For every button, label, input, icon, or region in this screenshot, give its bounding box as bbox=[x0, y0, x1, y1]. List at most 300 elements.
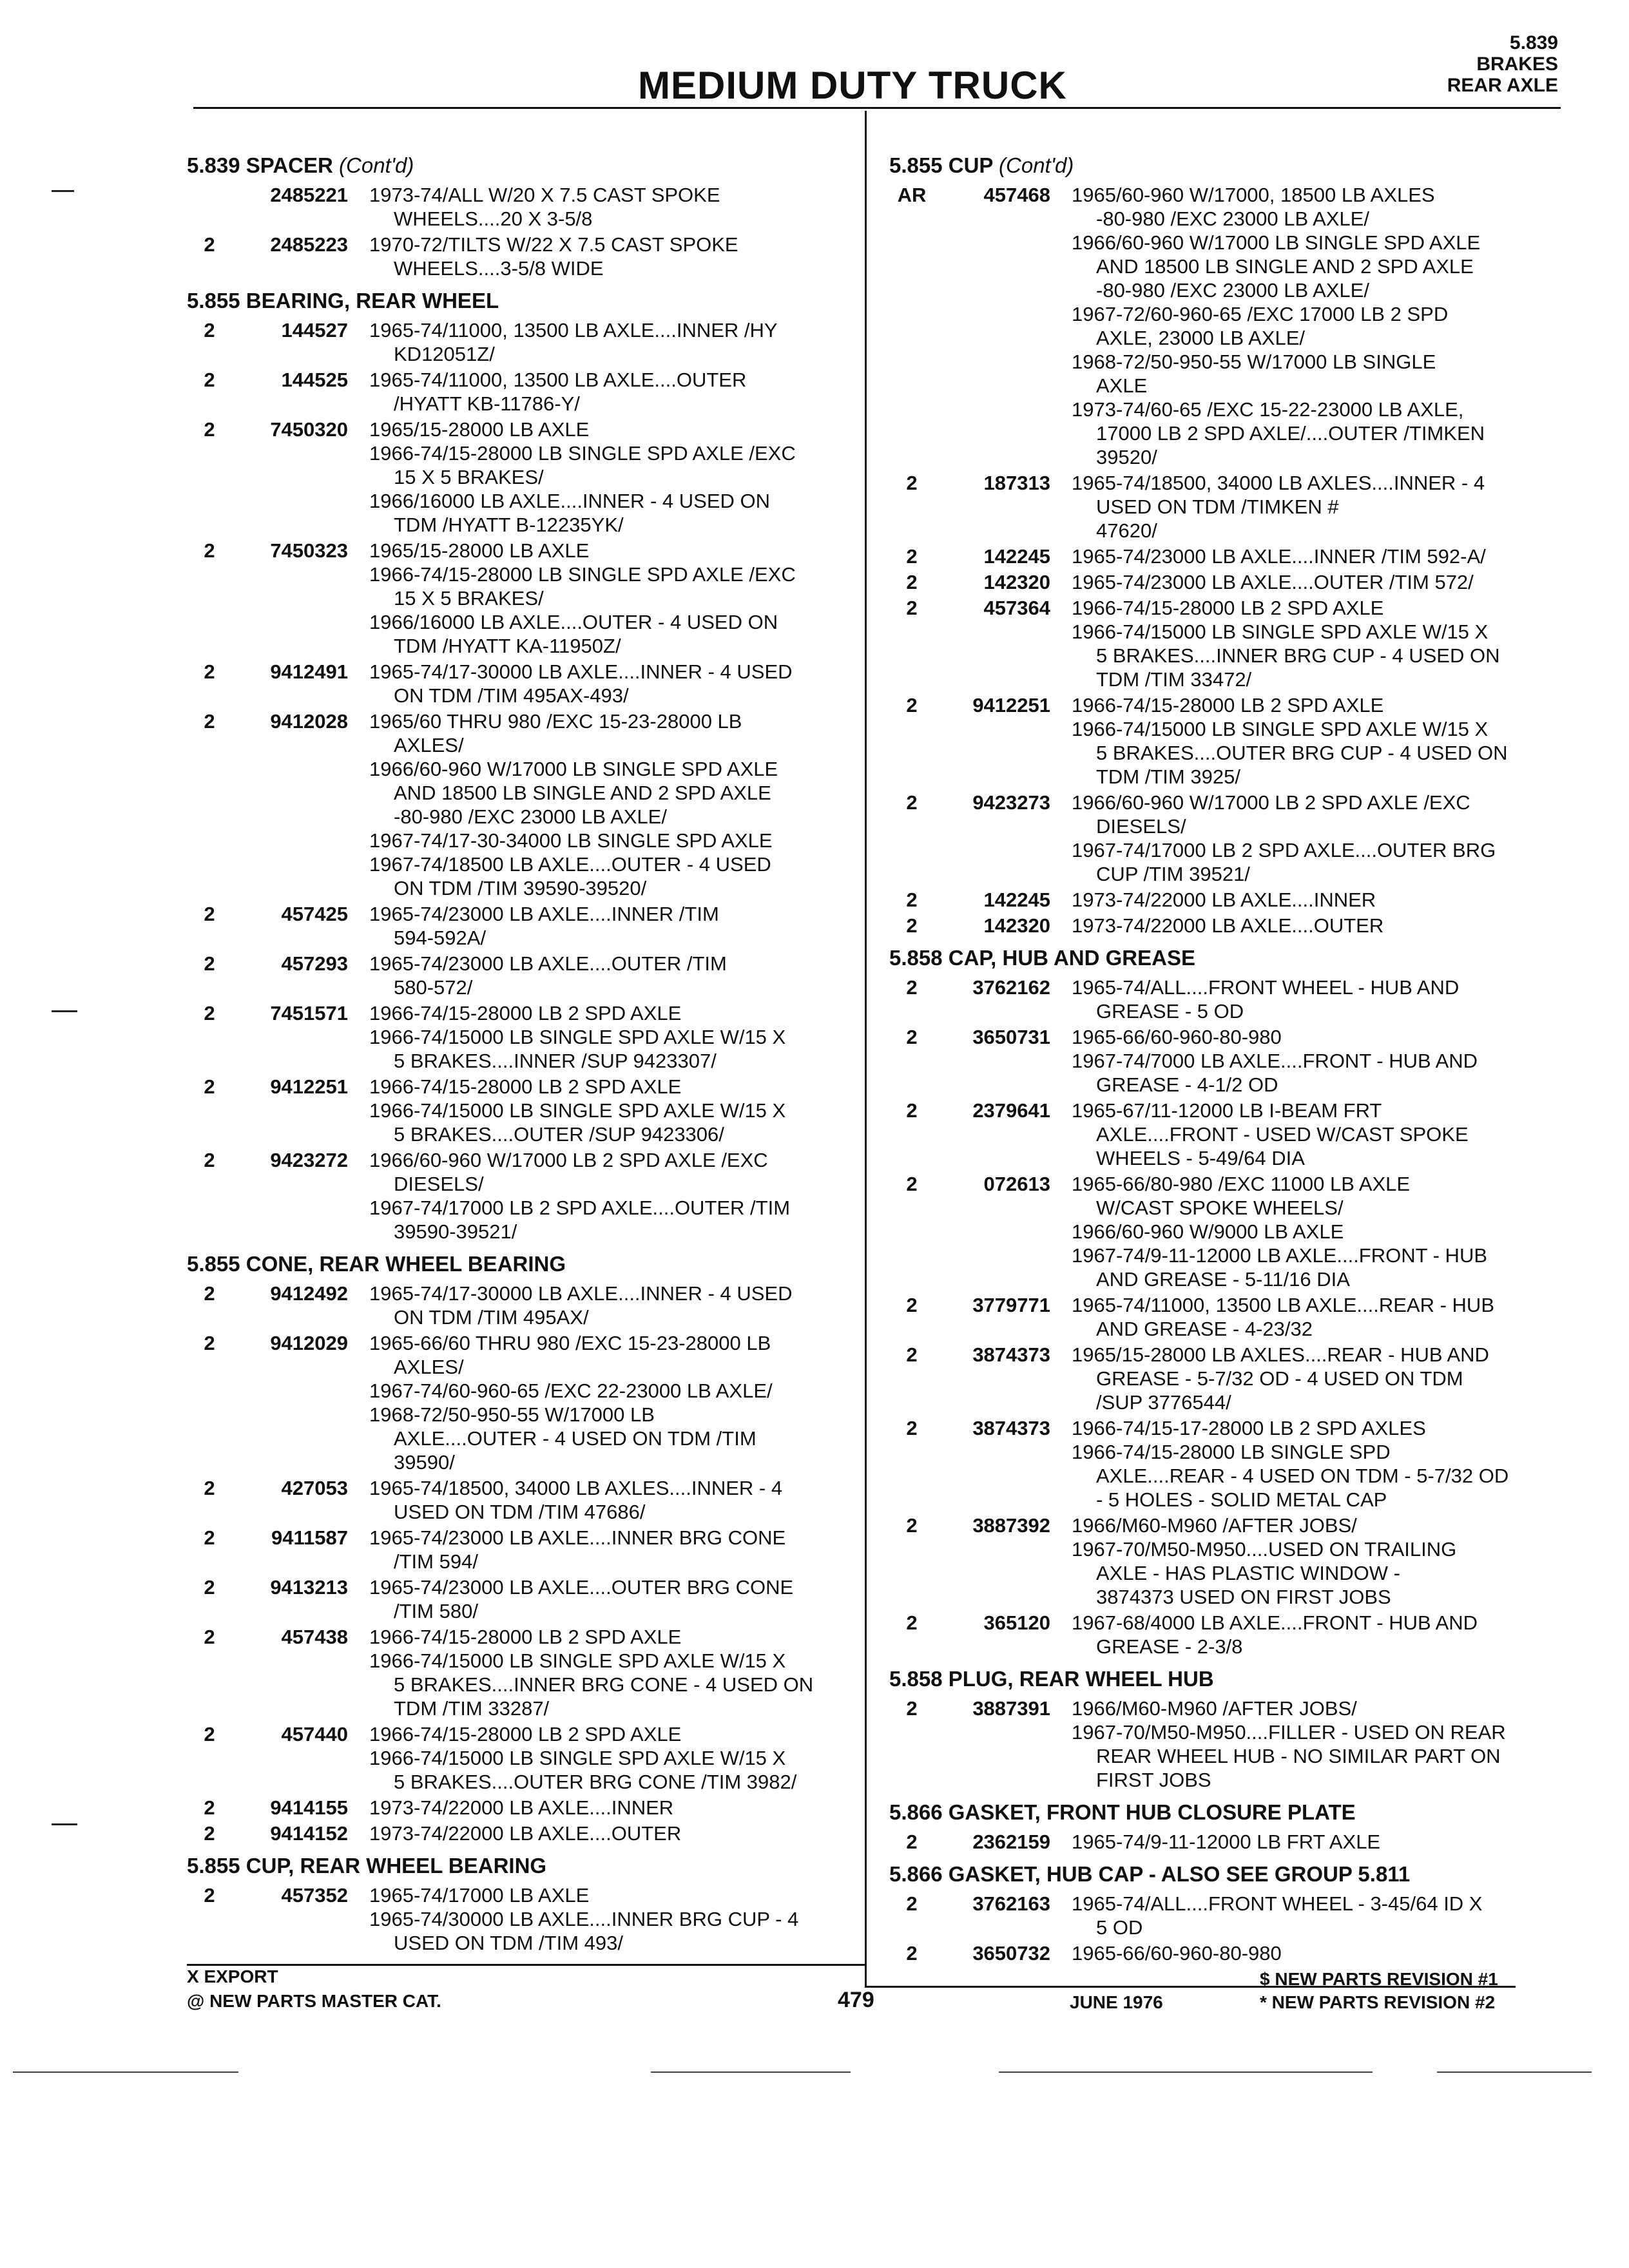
part-description bbox=[369, 952, 846, 999]
description-line: 1973-74/ALL W/20 X 7.5 CAST SPOKE bbox=[369, 184, 720, 206]
part-description bbox=[1072, 1514, 1548, 1609]
quantity: 2 bbox=[204, 1332, 215, 1354]
part-number: 457468 bbox=[983, 184, 1050, 206]
description-line: 1966-74/15-28000 LB 2 SPD AXLE bbox=[369, 1002, 682, 1024]
quantity: 2 bbox=[906, 1697, 918, 1720]
section-name: CUP bbox=[948, 153, 993, 177]
description-line: 1965-74/11000, 13500 LB AXLE....REAR - HUB bbox=[1072, 1294, 1494, 1316]
part-number: 365120 bbox=[983, 1611, 1050, 1634]
part-description bbox=[1072, 975, 1548, 1023]
quantity: 2 bbox=[906, 472, 918, 494]
quantity: 2 bbox=[204, 1796, 215, 1819]
part-entry bbox=[889, 1941, 1534, 1965]
quantity: 2 bbox=[204, 1723, 215, 1745]
part-entry bbox=[187, 660, 831, 707]
part-description bbox=[1072, 570, 1548, 594]
description-line: 1966-74/15000 LB SINGLE SPD AXLE W/15 X bbox=[369, 1026, 786, 1048]
part-description bbox=[369, 1476, 846, 1524]
part-number: 9411587 bbox=[271, 1526, 348, 1549]
part-number: 9423272 bbox=[270, 1149, 348, 1171]
section-code: 5.866 bbox=[889, 1800, 943, 1824]
description-line: 1973-74/22000 LB AXLE....INNER bbox=[1072, 889, 1376, 911]
part-description bbox=[1072, 1343, 1548, 1414]
part-description bbox=[1072, 471, 1548, 543]
quantity: 2 bbox=[906, 1099, 918, 1122]
part-description bbox=[369, 902, 846, 950]
description-line: 1965-74/11000, 13500 LB AXLE....OUTER bbox=[369, 369, 747, 391]
quantity: 2 bbox=[906, 1417, 918, 1439]
quantity: 2 bbox=[204, 233, 215, 256]
section-heading bbox=[889, 153, 1534, 178]
description-line: 1965-74/11000, 13500 LB AXLE....INNER /HY bbox=[369, 319, 778, 341]
part-number: 3887392 bbox=[972, 1514, 1050, 1537]
part-description bbox=[1072, 544, 1548, 568]
section-heading bbox=[889, 1800, 1534, 1825]
description-line: 1965-74/23000 LB AXLE....INNER /TIM 592-A/ bbox=[1072, 545, 1486, 568]
description-line: 15 X 5 BRAKES/ bbox=[394, 587, 544, 610]
quantity: 2 bbox=[204, 1884, 215, 1907]
description-line: 1965-74/23000 LB AXLE....INNER BRG CONE bbox=[369, 1526, 786, 1549]
description-line: ON TDM /TIM 39590-39520/ bbox=[394, 877, 647, 899]
part-number: 9412491 bbox=[270, 660, 348, 683]
section-number: 5.839 bbox=[1509, 32, 1558, 53]
section-code: 5.855 bbox=[889, 153, 943, 177]
description-line: 5 BRAKES....INNER BRG CUP - 4 USED ON bbox=[1096, 644, 1500, 667]
margin-mark bbox=[52, 1823, 77, 1825]
quantity: 2 bbox=[906, 597, 918, 619]
section-name: PLUG, REAR WHEEL HUB bbox=[948, 1667, 1214, 1691]
description-line: 1966-74/15-17-28000 LB 2 SPD AXLES bbox=[1072, 1417, 1426, 1439]
quantity: 2 bbox=[906, 1831, 918, 1853]
description-line: 1965-66/80-980 /EXC 11000 LB AXLE bbox=[1072, 1173, 1411, 1195]
part-number: 3650731 bbox=[972, 1026, 1050, 1048]
part-number: 3650732 bbox=[972, 1942, 1050, 1965]
description-line: 5 BRAKES....INNER /SUP 9423307/ bbox=[394, 1050, 717, 1072]
description-line: 1967-74/17000 LB 2 SPD AXLE....OUTER BRG bbox=[1072, 839, 1496, 861]
part-description bbox=[1072, 791, 1548, 886]
part-entry bbox=[889, 1416, 1534, 1512]
description-line: ON TDM /TIM 495AX-493/ bbox=[394, 684, 629, 707]
description-line: 1966/M60-M960 /AFTER JOBS/ bbox=[1072, 1514, 1357, 1537]
description-line: 1967-74/17000 LB 2 SPD AXLE....OUTER /TIM bbox=[369, 1196, 791, 1219]
description-line: 1966-74/15000 LB SINGLE SPD AXLE W/15 X bbox=[369, 1649, 786, 1672]
quantity: 2 bbox=[204, 903, 215, 925]
part-entry bbox=[187, 1722, 831, 1794]
description-line: WHEELS - 5-49/64 DIA bbox=[1096, 1147, 1305, 1169]
part-entry bbox=[187, 1331, 831, 1474]
quantity: 2 bbox=[204, 1822, 215, 1845]
quantity: 2 bbox=[906, 1173, 918, 1195]
description-line: 1968-72/50-950-55 W/17000 LB bbox=[369, 1403, 655, 1426]
part-entry bbox=[187, 1883, 831, 1955]
part-number: 142245 bbox=[983, 545, 1050, 568]
part-entry bbox=[187, 318, 831, 366]
part-entry bbox=[889, 471, 1534, 543]
section-code: 5.858 bbox=[889, 946, 943, 970]
scan-artifact-line bbox=[999, 2071, 1373, 2073]
description-line: 1965-66/60-960-80-980 bbox=[1072, 1942, 1282, 1965]
quantity: 2 bbox=[906, 1892, 918, 1915]
part-number: 2485223 bbox=[270, 233, 348, 256]
part-entry bbox=[187, 1821, 831, 1845]
part-description bbox=[369, 1722, 846, 1794]
part-number: 9412251 bbox=[270, 1075, 348, 1098]
description-line: 5 OD bbox=[1096, 1916, 1143, 1939]
description-line: /SUP 3776544/ bbox=[1096, 1391, 1231, 1414]
description-line: 17000 LB 2 SPD AXLE/....OUTER /TIMKEN bbox=[1096, 422, 1485, 445]
part-description bbox=[369, 660, 846, 707]
part-number: 9412492 bbox=[270, 1282, 348, 1305]
description-line: USED ON TDM /TIMKEN # bbox=[1096, 495, 1339, 518]
part-entry bbox=[187, 1001, 831, 1073]
description-line: 1965/15-28000 LB AXLE bbox=[369, 539, 590, 562]
description-line: 1965-74/17000 LB AXLE bbox=[369, 1884, 590, 1907]
part-description bbox=[369, 1625, 846, 1720]
left-column bbox=[187, 145, 831, 1957]
quantity: 2 bbox=[906, 694, 918, 716]
quantity: 2 bbox=[204, 660, 215, 683]
description-line: 1966-74/15-28000 LB 2 SPD AXLE bbox=[1072, 597, 1384, 619]
description-line: KD12051Z/ bbox=[394, 343, 495, 365]
quantity: 2 bbox=[204, 418, 215, 441]
description-line: DIESELS/ bbox=[394, 1173, 484, 1195]
quantity: 2 bbox=[906, 1343, 918, 1366]
part-entry bbox=[889, 183, 1534, 469]
quantity: 2 bbox=[906, 571, 918, 593]
part-number: 457364 bbox=[983, 597, 1050, 619]
part-description bbox=[1072, 1172, 1548, 1291]
description-line: 1973-74/22000 LB AXLE....OUTER bbox=[369, 1822, 682, 1845]
part-entry bbox=[889, 791, 1534, 886]
header-rule bbox=[193, 107, 1561, 109]
description-line: 1967-72/60-960-65 /EXC 17000 LB 2 SPD bbox=[1072, 303, 1449, 325]
column-divider bbox=[865, 111, 867, 1988]
description-line: 1966/M60-M960 /AFTER JOBS/ bbox=[1072, 1697, 1357, 1720]
part-number: 2379641 bbox=[972, 1099, 1050, 1122]
description-line: 3874373 USED ON FIRST JOBS bbox=[1096, 1586, 1391, 1608]
part-number: 457440 bbox=[281, 1723, 348, 1745]
quantity: 2 bbox=[906, 889, 918, 911]
part-description bbox=[1072, 1025, 1548, 1097]
description-line: - 5 HOLES - SOLID METAL CAP bbox=[1096, 1488, 1387, 1511]
quantity: 2 bbox=[906, 1026, 918, 1048]
part-description bbox=[1072, 914, 1548, 937]
description-line: CUP /TIM 39521/ bbox=[1096, 863, 1250, 885]
section-name: CUP, REAR WHEEL BEARING bbox=[246, 1854, 547, 1878]
part-entry bbox=[889, 1892, 1534, 1939]
quantity: 2 bbox=[906, 545, 918, 568]
part-description bbox=[1072, 596, 1548, 691]
quantity: 2 bbox=[204, 1149, 215, 1171]
description-line: 1965/15-28000 LB AXLE bbox=[369, 418, 590, 441]
part-entry bbox=[187, 368, 831, 416]
scan-artifact-line bbox=[651, 2071, 851, 2073]
quantity: 2 bbox=[204, 319, 215, 341]
description-line: 1965/60 THRU 980 /EXC 15-23-28000 LB bbox=[369, 710, 742, 733]
part-description bbox=[369, 1148, 846, 1244]
quantity: 2 bbox=[906, 1942, 918, 1965]
part-number: 9412028 bbox=[270, 710, 348, 733]
section-name: CAP, HUB AND GREASE bbox=[948, 946, 1195, 970]
description-line: WHEELS....3-5/8 WIDE bbox=[394, 257, 604, 280]
section-heading bbox=[889, 1862, 1534, 1887]
section-name: GASKET, FRONT HUB CLOSURE PLATE bbox=[948, 1800, 1356, 1824]
description-line: 1973-74/22000 LB AXLE....OUTER bbox=[1072, 914, 1384, 937]
quantity: 2 bbox=[204, 539, 215, 562]
section-code: 5.855 bbox=[187, 289, 240, 312]
description-line: TDM /TIM 3925/ bbox=[1096, 765, 1240, 788]
description-line: 15 X 5 BRAKES/ bbox=[394, 466, 544, 488]
page-number: 479 bbox=[838, 1988, 874, 2012]
revision-note-1: $ NEW PARTS REVISION #1 bbox=[1260, 1969, 1498, 1989]
part-description bbox=[369, 1075, 846, 1146]
part-number: 144527 bbox=[281, 319, 348, 341]
part-description bbox=[1072, 693, 1548, 789]
description-line: 1967-70/M50-M950....FILLER - USED ON REAR bbox=[1072, 1721, 1506, 1744]
part-number: 457352 bbox=[281, 1884, 348, 1907]
description-line: 1965-74/23000 LB AXLE....INNER /TIM bbox=[369, 903, 719, 925]
part-entry bbox=[889, 596, 1534, 691]
quantity: 2 bbox=[204, 1282, 215, 1305]
section-code: 5.858 bbox=[889, 1667, 943, 1691]
description-line: 5 BRAKES....OUTER BRG CUP - 4 USED ON bbox=[1096, 742, 1508, 764]
description-line: AXLES/ bbox=[394, 734, 464, 756]
section-name: BEARING, REAR WHEEL bbox=[246, 289, 499, 312]
part-entry bbox=[187, 1148, 831, 1244]
part-entry bbox=[889, 1293, 1534, 1341]
description-line: 1965-74/18500, 34000 LB AXLES....INNER - 4 bbox=[1072, 472, 1485, 494]
part-description bbox=[1072, 183, 1548, 469]
description-line: 1966-74/15000 LB SINGLE SPD AXLE W/15 X bbox=[369, 1099, 786, 1122]
section-name: GASKET, HUB CAP - ALSO SEE GROUP 5.811 bbox=[948, 1862, 1411, 1886]
description-line: AND GREASE - 4-23/32 bbox=[1096, 1318, 1313, 1340]
description-line: 1967-68/4000 LB AXLE....FRONT - HUB AND bbox=[1072, 1611, 1478, 1634]
description-line: 1966/60-960 W/17000 LB SINGLE SPD AXLE bbox=[1072, 231, 1481, 254]
quantity: 2 bbox=[204, 1477, 215, 1499]
description-line: 5 BRAKES....INNER BRG CONE - 4 USED ON bbox=[394, 1673, 814, 1696]
description-line: ON TDM /TIM 495AX/ bbox=[394, 1306, 589, 1329]
section-code: 5.839 bbox=[187, 153, 240, 177]
description-line: 1966-74/15-28000 LB 2 SPD AXLE bbox=[369, 1723, 682, 1745]
description-line: 1967-74/9-11-12000 LB AXLE....FRONT - HUB bbox=[1072, 1244, 1488, 1267]
part-number: 9414155 bbox=[270, 1796, 348, 1819]
part-entry bbox=[187, 709, 831, 900]
part-description bbox=[369, 1331, 846, 1474]
part-number: 144525 bbox=[281, 369, 348, 391]
description-line: 1967-74/60-960-65 /EXC 22-23000 LB AXLE/ bbox=[369, 1379, 773, 1402]
description-line: 1968-72/50-950-55 W/17000 LB SINGLE bbox=[1072, 351, 1436, 373]
quantity: 2 bbox=[906, 791, 918, 814]
description-line: 1965-66/60 THRU 980 /EXC 15-23-28000 LB bbox=[369, 1332, 771, 1354]
print-date: JUNE 1976 bbox=[1070, 1992, 1163, 2012]
part-description bbox=[369, 183, 846, 231]
margin-mark bbox=[52, 1010, 77, 1012]
description-line: 1965-74/17-30000 LB AXLE....INNER - 4 USED bbox=[369, 1282, 793, 1305]
part-number: 142320 bbox=[983, 914, 1050, 937]
part-number: 142320 bbox=[983, 571, 1050, 593]
description-line: 1965-66/60-960-80-980 bbox=[1072, 1026, 1282, 1048]
part-entry bbox=[889, 570, 1534, 594]
section-code: 5.855 bbox=[187, 1854, 240, 1878]
description-line: TDM /HYATT KA-11950Z/ bbox=[394, 635, 621, 657]
section-heading bbox=[187, 1854, 831, 1878]
description-line: /TIM 580/ bbox=[394, 1600, 478, 1622]
part-entry bbox=[889, 1696, 1534, 1792]
quantity: 2 bbox=[204, 710, 215, 733]
section-category: BRAKES bbox=[1476, 53, 1558, 75]
description-line: 1966-74/15-28000 LB 2 SPD AXLE bbox=[369, 1626, 682, 1648]
part-entry bbox=[889, 1099, 1534, 1170]
section-heading bbox=[889, 946, 1534, 970]
description-line: DIESELS/ bbox=[1096, 815, 1186, 838]
part-number: 3762163 bbox=[972, 1892, 1050, 1915]
description-line: 1967-74/7000 LB AXLE....FRONT - HUB AND bbox=[1072, 1050, 1478, 1072]
description-line: 1966-74/15-28000 LB SINGLE SPD AXLE /EXC bbox=[369, 442, 796, 465]
description-line: GREASE - 5 OD bbox=[1096, 1000, 1244, 1023]
part-entry bbox=[889, 544, 1534, 568]
part-description bbox=[1072, 1696, 1548, 1792]
part-description bbox=[369, 1001, 846, 1073]
part-description bbox=[369, 539, 846, 658]
description-line: 1966-74/15000 LB SINGLE SPD AXLE W/15 X bbox=[1072, 718, 1489, 740]
part-entry bbox=[187, 952, 831, 999]
part-number: 2485221 bbox=[270, 184, 348, 206]
part-number: 072613 bbox=[983, 1173, 1050, 1195]
quantity: 2 bbox=[204, 1576, 215, 1599]
description-line: 1965-74/ALL....FRONT WHEEL - HUB AND bbox=[1072, 976, 1460, 999]
description-line: 39520/ bbox=[1096, 446, 1157, 468]
section-name: CONE, REAR WHEEL BEARING bbox=[246, 1252, 566, 1276]
description-line: AXLE bbox=[1096, 374, 1148, 397]
part-entry bbox=[889, 1025, 1534, 1097]
description-line: 1966-74/15-28000 LB SINGLE SPD AXLE /EXC bbox=[369, 563, 796, 586]
description-line: WHEELS....20 X 3-5/8 bbox=[394, 207, 593, 230]
description-line: 1973-74/60-65 /EXC 15-22-23000 LB AXLE, bbox=[1072, 398, 1464, 421]
part-number: 7451571 bbox=[270, 1002, 348, 1024]
description-line: 594-592A/ bbox=[394, 927, 487, 949]
part-entry bbox=[889, 1611, 1534, 1658]
part-number: 427053 bbox=[281, 1477, 348, 1499]
description-line: 1966/60-960 W/17000 LB 2 SPD AXLE /EXC bbox=[369, 1149, 768, 1171]
description-line: 5 BRAKES....OUTER /SUP 9423306/ bbox=[394, 1123, 724, 1146]
section-code: 5.855 bbox=[187, 1252, 240, 1276]
description-line: AXLE - HAS PLASTIC WINDOW - bbox=[1096, 1562, 1400, 1584]
description-line: 1965-74/9-11-12000 LB FRT AXLE bbox=[1072, 1831, 1381, 1853]
quantity: 2 bbox=[906, 1611, 918, 1634]
part-description bbox=[369, 418, 846, 537]
scan-artifact-line bbox=[13, 2071, 238, 2073]
part-number: 7450323 bbox=[270, 539, 348, 562]
part-entry bbox=[187, 1476, 831, 1524]
description-line: 5 BRAKES....OUTER BRG CONE /TIM 3982/ bbox=[394, 1771, 797, 1793]
continued-label: (Cont'd) bbox=[339, 153, 414, 177]
description-line: 1966/60-960 W/17000 LB SINGLE SPD AXLE bbox=[369, 758, 778, 780]
part-entry bbox=[187, 183, 831, 231]
part-entry bbox=[187, 902, 831, 950]
description-line: /TIM 594/ bbox=[394, 1550, 478, 1573]
part-entry bbox=[889, 1514, 1534, 1609]
part-number: 2362159 bbox=[972, 1831, 1050, 1853]
description-line: AXLE, 23000 LB AXLE/ bbox=[1096, 327, 1306, 349]
section-name: SPACER bbox=[246, 153, 333, 177]
part-description bbox=[369, 318, 846, 366]
description-line: 1965-74/23000 LB AXLE....OUTER /TIM 572/ bbox=[1072, 571, 1474, 593]
part-entry bbox=[187, 1575, 831, 1623]
part-number: 3779771 bbox=[972, 1294, 1050, 1316]
part-entry bbox=[889, 975, 1534, 1023]
part-description bbox=[369, 1282, 846, 1329]
part-number: 9412029 bbox=[270, 1332, 348, 1354]
quantity: 2 bbox=[204, 952, 215, 975]
part-description bbox=[1072, 1941, 1548, 1965]
part-number: 457425 bbox=[281, 903, 348, 925]
part-description bbox=[1072, 1830, 1548, 1854]
part-entry bbox=[889, 693, 1534, 789]
part-description bbox=[1072, 1099, 1548, 1170]
part-entry bbox=[889, 888, 1534, 912]
margin-mark bbox=[52, 190, 74, 192]
part-entry bbox=[187, 1282, 831, 1329]
part-description bbox=[1072, 1416, 1548, 1512]
part-description bbox=[369, 1526, 846, 1573]
part-entry bbox=[889, 1172, 1534, 1291]
part-number: 9423273 bbox=[972, 791, 1050, 814]
part-number: 187313 bbox=[983, 472, 1050, 494]
part-entry bbox=[187, 539, 831, 658]
description-line: 1966-74/15000 LB SINGLE SPD AXLE W/15 X bbox=[1072, 620, 1489, 643]
part-number: 9414152 bbox=[270, 1822, 348, 1845]
description-line: 1973-74/22000 LB AXLE....INNER bbox=[369, 1796, 674, 1819]
description-line: AXLE....FRONT - USED W/CAST SPOKE bbox=[1096, 1123, 1469, 1146]
description-line: W/CAST SPOKE WHEELS/ bbox=[1096, 1196, 1344, 1219]
description-line: REAR WHEEL HUB - NO SIMILAR PART ON bbox=[1096, 1745, 1501, 1767]
part-description bbox=[369, 1821, 846, 1845]
description-line: 1966/60-960 W/17000 LB 2 SPD AXLE /EXC bbox=[1072, 791, 1470, 814]
quantity: 2 bbox=[204, 1526, 215, 1549]
part-number: 457293 bbox=[281, 952, 348, 975]
part-description bbox=[1072, 888, 1548, 912]
section-reference bbox=[1447, 32, 1558, 96]
part-description bbox=[369, 1575, 846, 1623]
description-line: -80-980 /EXC 23000 LB AXLE/ bbox=[1096, 207, 1369, 230]
part-number: 9412251 bbox=[972, 694, 1050, 716]
part-number: 9413213 bbox=[270, 1576, 348, 1599]
description-line: AND 18500 LB SINGLE AND 2 SPD AXLE bbox=[1096, 255, 1474, 278]
description-line: AND 18500 LB SINGLE AND 2 SPD AXLE bbox=[394, 782, 771, 804]
description-line: 1966/16000 LB AXLE....INNER - 4 USED ON bbox=[369, 490, 771, 512]
page-title: MEDIUM DUTY TRUCK bbox=[638, 64, 1067, 107]
quantity: 2 bbox=[906, 914, 918, 937]
description-line: 39590-39521/ bbox=[394, 1220, 517, 1243]
description-line: 1966-74/15000 LB SINGLE SPD AXLE W/15 X bbox=[369, 1747, 786, 1769]
quantity: 2 bbox=[204, 1002, 215, 1024]
part-description bbox=[369, 368, 846, 416]
description-line: AXLE....OUTER - 4 USED ON TDM /TIM bbox=[394, 1427, 757, 1450]
description-line: 1965-74/ALL....FRONT WHEEL - 3-45/64 ID X bbox=[1072, 1892, 1483, 1915]
export-note: X EXPORT bbox=[187, 1966, 278, 1986]
part-number: 3762162 bbox=[972, 976, 1050, 999]
quantity: 2 bbox=[204, 1075, 215, 1098]
description-line: 1965/60-960 W/17000, 18500 LB AXLES bbox=[1072, 184, 1435, 206]
part-entry bbox=[187, 233, 831, 280]
part-description bbox=[1072, 1293, 1548, 1341]
description-line: GREASE - 4-1/2 OD bbox=[1096, 1073, 1278, 1096]
description-line: 1965-74/23000 LB AXLE....OUTER BRG CONE bbox=[369, 1576, 794, 1599]
part-description bbox=[1072, 1611, 1548, 1658]
description-line: 1965-67/11-12000 LB I-BEAM FRT bbox=[1072, 1099, 1382, 1122]
description-line: 1965-74/18500, 34000 LB AXLES....INNER - 4 bbox=[369, 1477, 783, 1499]
continued-label: (Cont'd) bbox=[999, 153, 1074, 177]
